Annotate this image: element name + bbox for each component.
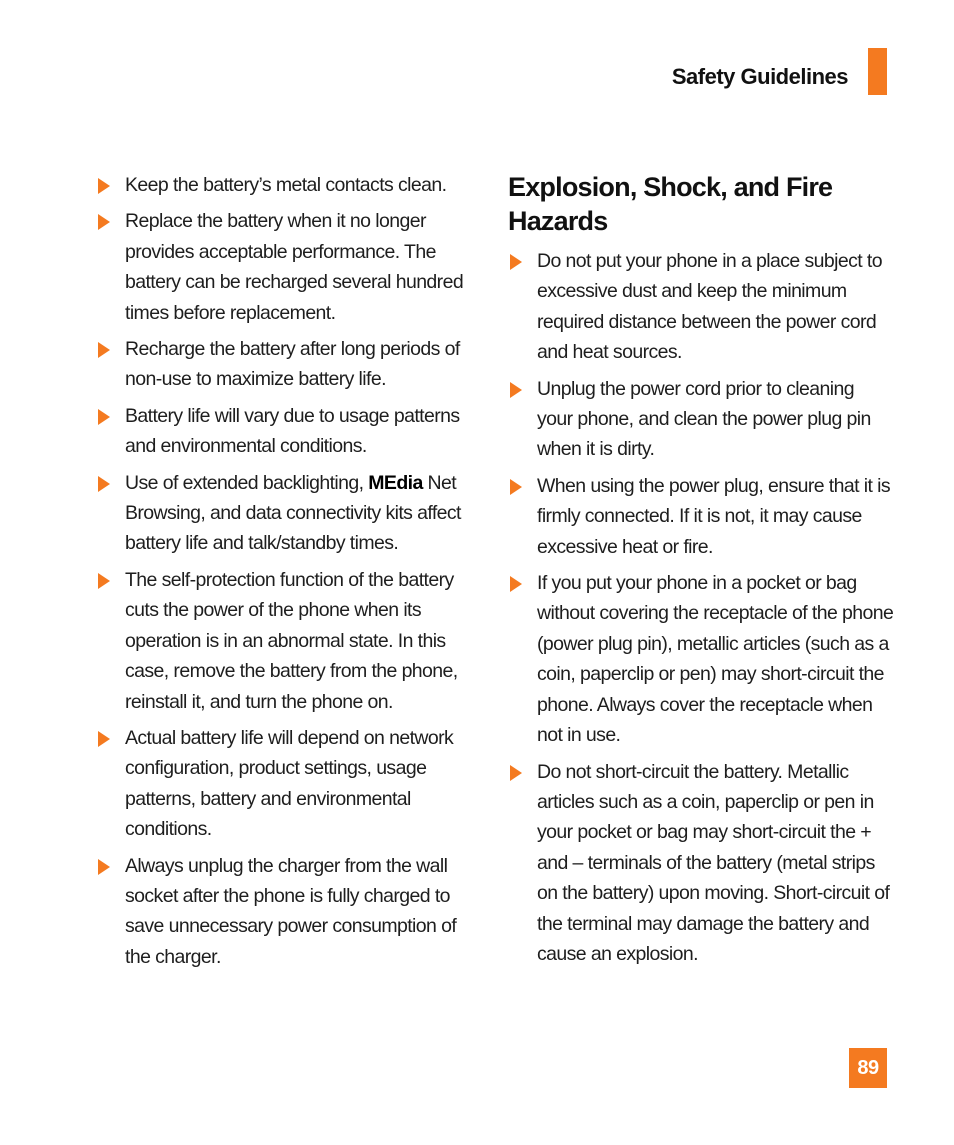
bullet-arrow-icon (98, 731, 110, 747)
list-item: Actual battery life will depend on network configuration, product settings, usage patterns, battery and environmental conditions. (96, 723, 476, 845)
right-column (508, 170, 894, 975)
bullet-arrow-icon (98, 476, 110, 492)
list-item: Keep the battery’s metal contacts clean. (96, 170, 476, 200)
list-item: Battery life will vary due to usage patterns and environmental conditions. (96, 401, 476, 462)
page-section-title: Safety Guidelines (671, 64, 848, 89)
battery-tips-list (96, 170, 476, 972)
list-item: Replace the battery when it no longer provides acceptable performance. The battery can be recharged several hundred times before replacement. (96, 206, 476, 328)
bullet-arrow-icon (98, 859, 110, 875)
list-item: Do not put your phone in a place subject to excessive dust and keep the minimum required distance between the power cord and heat sources. (508, 246, 894, 368)
bullet-arrow-icon (98, 214, 110, 230)
header-accent-bar (868, 48, 887, 95)
list-item: When using the power plug, ensure that it is firmly connected. If it is not, it may cause excessive heat or fire. (508, 471, 894, 562)
list-item: The self-protection function of the battery cuts the power of the phone when its operation is in an abnormal state. In this case, remove the battery from the phone, reinstall it, and turn the phone on. (96, 565, 476, 717)
list-item: Use of extended backlighting, MEdia Net Browsing, and data connectivity kits affect battery life and talk/standby times. (96, 468, 476, 559)
list-item: If you put your phone in a pocket or bag without covering the receptacle of the phone (power plug pin), metallic articles (such as a coin, paperclip or pen) may short-circuit the phone. Always cover the receptacle when not in use. (508, 568, 894, 750)
bullet-arrow-icon (98, 178, 110, 194)
list-item: Do not short-circuit the battery. Metallic articles such as a coin, paperclip or pen in your pocket or bag may short-circuit the + and – terminals of the battery (metal strips on the battery) upon moving. Short-circuit of the terminal may damage the battery and cause an explosion. (508, 757, 894, 970)
bullet-arrow-icon (510, 576, 522, 592)
bullet-arrow-icon (510, 765, 522, 781)
list-item: Unplug the power cord prior to cleaning your phone, and clean the power plug pin when it is dirty. (508, 374, 894, 465)
list-item: Always unplug the charger from the wall socket after the phone is fully charged to save unnecessary power consumption of the charger. (96, 851, 476, 973)
brand-name: MEdia (368, 471, 423, 494)
section-heading: Explosion, Shock, and Fire Hazards (508, 172, 833, 236)
bullet-arrow-icon (510, 382, 522, 398)
bullet-arrow-icon (98, 342, 110, 358)
bullet-arrow-icon (98, 409, 110, 425)
bullet-arrow-icon (510, 254, 522, 270)
list-item: Recharge the battery after long periods of non-use to maximize battery life. (96, 334, 476, 395)
left-column (96, 170, 476, 978)
hazards-list (508, 246, 894, 969)
bullet-arrow-icon (510, 479, 522, 495)
bullet-arrow-icon (98, 573, 110, 589)
page-number-badge: 89 (849, 1048, 887, 1088)
